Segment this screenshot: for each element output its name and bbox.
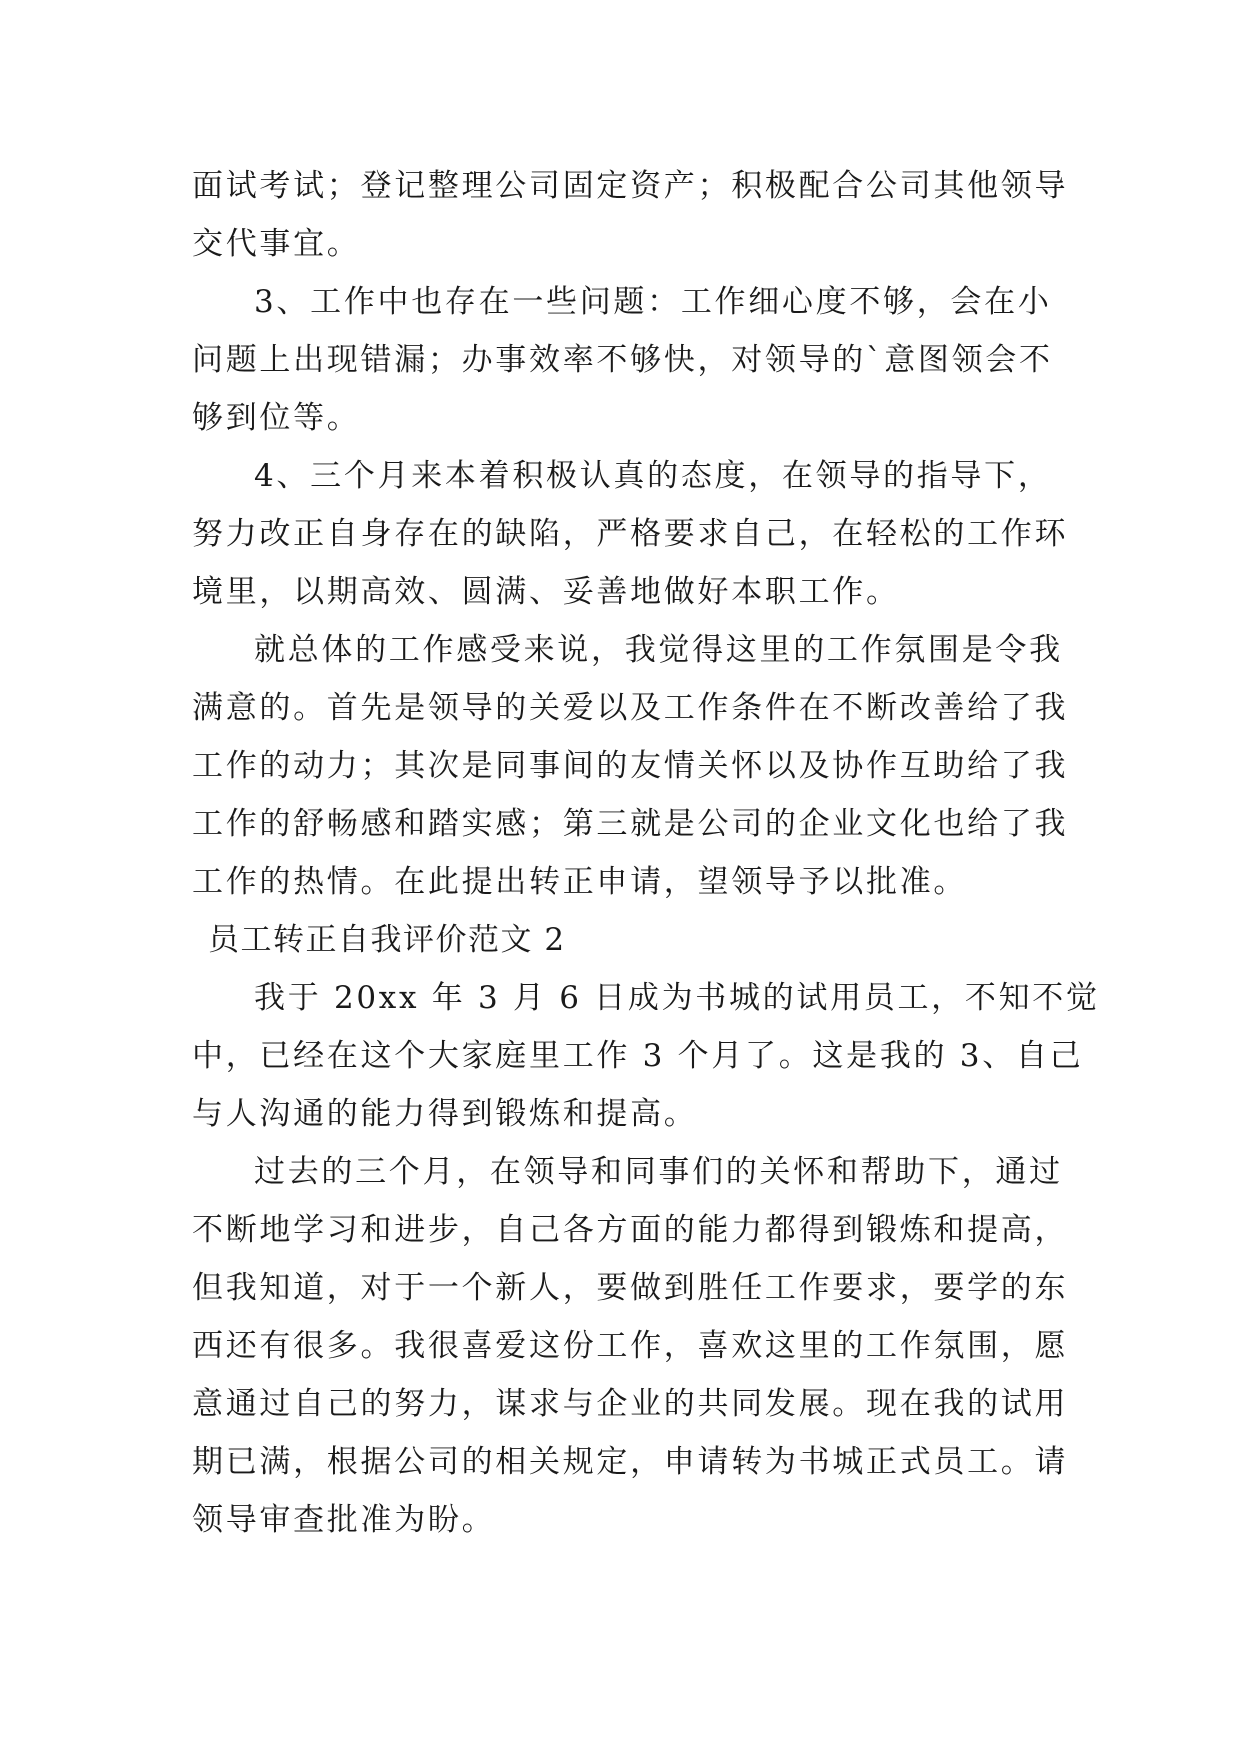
section-heading: 员工转正自我评价范文 2 [208,922,566,958]
text-line: 与人沟通的能力得到锻炼和提高。 [192,1096,698,1132]
text-line: 境里，以期高效、圆满、妥善地做好本职工作。 [192,574,900,610]
text-line: 4、三个月来本着积极认真的态度，在领导的指导下， [254,458,1052,494]
text-line: 就总体的工作感受来说，我觉得这里的工作氛围是令我 [254,632,1063,668]
text-line: 交代事宜。 [192,226,361,262]
text-line: 工作的热情。在此提出转正申请，望领导予以批准。 [192,864,968,900]
text-line: 我于 20xx 年 3 月 6 日成为书城的试用员工，不知不觉 [254,980,1100,1016]
text-line: 努力改正自身存在的缺陷，严格要求自己，在轻松的工作环 [192,516,1069,552]
document-body [192,157,1100,1549]
text-line: 工作的舒畅感和踏实感；第三就是公司的企业文化也给了我 [192,806,1069,842]
text-line: 面试考试；登记整理公司固定资产；积极配合公司其他领导 [192,168,1069,204]
text-line: 满意的。首先是领导的关爱以及工作条件在不断改善给了我 [192,690,1069,726]
text-line: 期已满，根据公司的相关规定，申请转为书城正式员工。请 [192,1444,1069,1480]
text-line: 不断地学习和进步，自己各方面的能力都得到锻炼和提高， [192,1212,1069,1248]
text-line: 中，已经在这个大家庭里工作 3 个月了。这是我的 3、自己 [192,1038,1084,1074]
text-line: 领导审查批准为盼。 [192,1502,496,1538]
text-line: 工作的动力；其次是同事间的友情关怀以及协作互助给了我 [192,748,1069,784]
text-line: 够到位等。 [192,400,361,436]
text-line: 问题上出现错漏；办事效率不够快，对领导的`意图领会不 [192,342,1053,378]
text-line: 意通过自己的努力，谋求与企业的共同发展。现在我的试用 [192,1386,1069,1422]
text-line: 3、工作中也存在一些问题：工作细心度不够，会在小 [254,284,1052,320]
text-line: 但我知道，对于一个新人，要做到胜任工作要求，要学的东 [192,1270,1069,1306]
text-line: 西还有很多。我很喜爱这份工作，喜欢这里的工作氛围，愿 [192,1328,1069,1364]
text-line: 过去的三个月，在领导和同事们的关怀和帮助下，通过 [254,1154,1063,1190]
